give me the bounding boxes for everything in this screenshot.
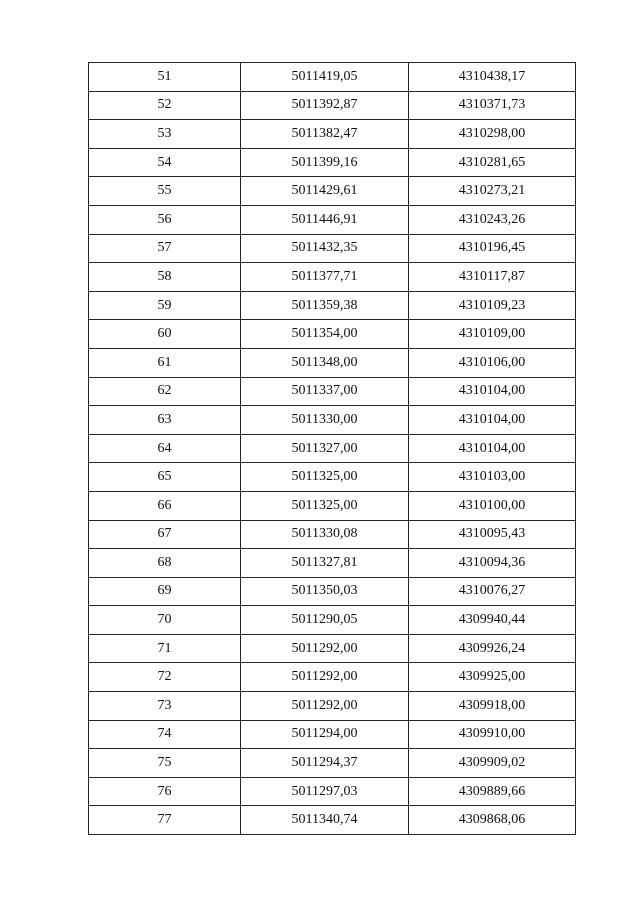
table-row: [89, 205, 576, 234]
table-row: [89, 148, 576, 177]
y-coordinate-cell: 4309868,06: [409, 806, 576, 835]
y-coordinate-cell: 4309910,00: [409, 720, 576, 749]
x-coordinate-cell: 5011325,00: [241, 463, 409, 492]
x-coordinate-cell: 5011377,71: [241, 263, 409, 292]
table-row: [89, 491, 576, 520]
x-coordinate-cell: 5011399,16: [241, 148, 409, 177]
y-coordinate-cell: 4310103,00: [409, 463, 576, 492]
point-number-cell: 57: [89, 234, 241, 263]
point-number-cell: 69: [89, 577, 241, 606]
table-row: [89, 606, 576, 635]
table-row: [89, 749, 576, 778]
point-number-cell: 54: [89, 148, 241, 177]
table-row: [89, 234, 576, 263]
y-coordinate-cell: 4310104,00: [409, 377, 576, 406]
x-coordinate-cell: 5011292,00: [241, 692, 409, 721]
x-coordinate-cell: 5011327,81: [241, 549, 409, 578]
table-row: [89, 720, 576, 749]
x-coordinate-cell: 5011337,00: [241, 377, 409, 406]
x-coordinate-cell: 5011340,74: [241, 806, 409, 835]
y-coordinate-cell: 4310076,27: [409, 577, 576, 606]
coordinates-table-body: [89, 63, 576, 835]
y-coordinate-cell: 4310109,23: [409, 291, 576, 320]
point-number-cell: 63: [89, 406, 241, 435]
table-row: [89, 63, 576, 92]
point-number-cell: 56: [89, 205, 241, 234]
table-row: [89, 406, 576, 435]
x-coordinate-cell: 5011294,00: [241, 720, 409, 749]
y-coordinate-cell: 4310298,00: [409, 120, 576, 149]
point-number-cell: 55: [89, 177, 241, 206]
table-row: [89, 520, 576, 549]
point-number-cell: 75: [89, 749, 241, 778]
table-row: [89, 291, 576, 320]
x-coordinate-cell: 5011429,61: [241, 177, 409, 206]
point-number-cell: 66: [89, 491, 241, 520]
table-row: [89, 120, 576, 149]
x-coordinate-cell: 5011432,35: [241, 234, 409, 263]
x-coordinate-cell: 5011325,00: [241, 491, 409, 520]
point-number-cell: 68: [89, 549, 241, 578]
y-coordinate-cell: 4309940,44: [409, 606, 576, 635]
point-number-cell: 59: [89, 291, 241, 320]
x-coordinate-cell: 5011292,00: [241, 634, 409, 663]
point-number-cell: 70: [89, 606, 241, 635]
table-row: [89, 348, 576, 377]
point-number-cell: 61: [89, 348, 241, 377]
y-coordinate-cell: 4309926,24: [409, 634, 576, 663]
point-number-cell: 58: [89, 263, 241, 292]
table-row: [89, 463, 576, 492]
x-coordinate-cell: 5011392,87: [241, 91, 409, 120]
point-number-cell: 67: [89, 520, 241, 549]
x-coordinate-cell: 5011292,00: [241, 663, 409, 692]
y-coordinate-cell: 4310106,00: [409, 348, 576, 377]
table-row: [89, 777, 576, 806]
point-number-cell: 73: [89, 692, 241, 721]
y-coordinate-cell: 4310371,73: [409, 91, 576, 120]
point-number-cell: 74: [89, 720, 241, 749]
x-coordinate-cell: 5011348,00: [241, 348, 409, 377]
point-number-cell: 72: [89, 663, 241, 692]
point-number-cell: 62: [89, 377, 241, 406]
table-row: [89, 692, 576, 721]
y-coordinate-cell: 4309925,00: [409, 663, 576, 692]
point-number-cell: 51: [89, 63, 241, 92]
point-number-cell: 71: [89, 634, 241, 663]
table-row: [89, 377, 576, 406]
x-coordinate-cell: 5011290,05: [241, 606, 409, 635]
y-coordinate-cell: 4310117,87: [409, 263, 576, 292]
table-row: [89, 549, 576, 578]
x-coordinate-cell: 5011350,03: [241, 577, 409, 606]
table-row: [89, 91, 576, 120]
y-coordinate-cell: 4309889,66: [409, 777, 576, 806]
coordinates-table: [88, 62, 576, 835]
table-row: [89, 434, 576, 463]
x-coordinate-cell: 5011297,03: [241, 777, 409, 806]
point-number-cell: 53: [89, 120, 241, 149]
table-row: [89, 263, 576, 292]
y-coordinate-cell: 4309909,02: [409, 749, 576, 778]
y-coordinate-cell: 4310104,00: [409, 434, 576, 463]
point-number-cell: 60: [89, 320, 241, 349]
point-number-cell: 77: [89, 806, 241, 835]
y-coordinate-cell: 4310104,00: [409, 406, 576, 435]
y-coordinate-cell: 4310196,45: [409, 234, 576, 263]
table-row: [89, 663, 576, 692]
table-row: [89, 806, 576, 835]
point-number-cell: 52: [89, 91, 241, 120]
x-coordinate-cell: 5011382,47: [241, 120, 409, 149]
point-number-cell: 64: [89, 434, 241, 463]
x-coordinate-cell: 5011354,00: [241, 320, 409, 349]
x-coordinate-cell: 5011294,37: [241, 749, 409, 778]
table-row: [89, 320, 576, 349]
y-coordinate-cell: 4310243,26: [409, 205, 576, 234]
y-coordinate-cell: 4310273,21: [409, 177, 576, 206]
x-coordinate-cell: 5011327,00: [241, 434, 409, 463]
x-coordinate-cell: 5011419,05: [241, 63, 409, 92]
point-number-cell: 76: [89, 777, 241, 806]
y-coordinate-cell: 4310109,00: [409, 320, 576, 349]
y-coordinate-cell: 4310100,00: [409, 491, 576, 520]
table-row: [89, 634, 576, 663]
y-coordinate-cell: 4310281,65: [409, 148, 576, 177]
x-coordinate-cell: 5011330,00: [241, 406, 409, 435]
x-coordinate-cell: 5011330,08: [241, 520, 409, 549]
table-row: [89, 177, 576, 206]
x-coordinate-cell: 5011359,38: [241, 291, 409, 320]
table-row: [89, 577, 576, 606]
y-coordinate-cell: 4309918,00: [409, 692, 576, 721]
y-coordinate-cell: 4310095,43: [409, 520, 576, 549]
y-coordinate-cell: 4310094,36: [409, 549, 576, 578]
y-coordinate-cell: 4310438,17: [409, 63, 576, 92]
point-number-cell: 65: [89, 463, 241, 492]
x-coordinate-cell: 5011446,91: [241, 205, 409, 234]
